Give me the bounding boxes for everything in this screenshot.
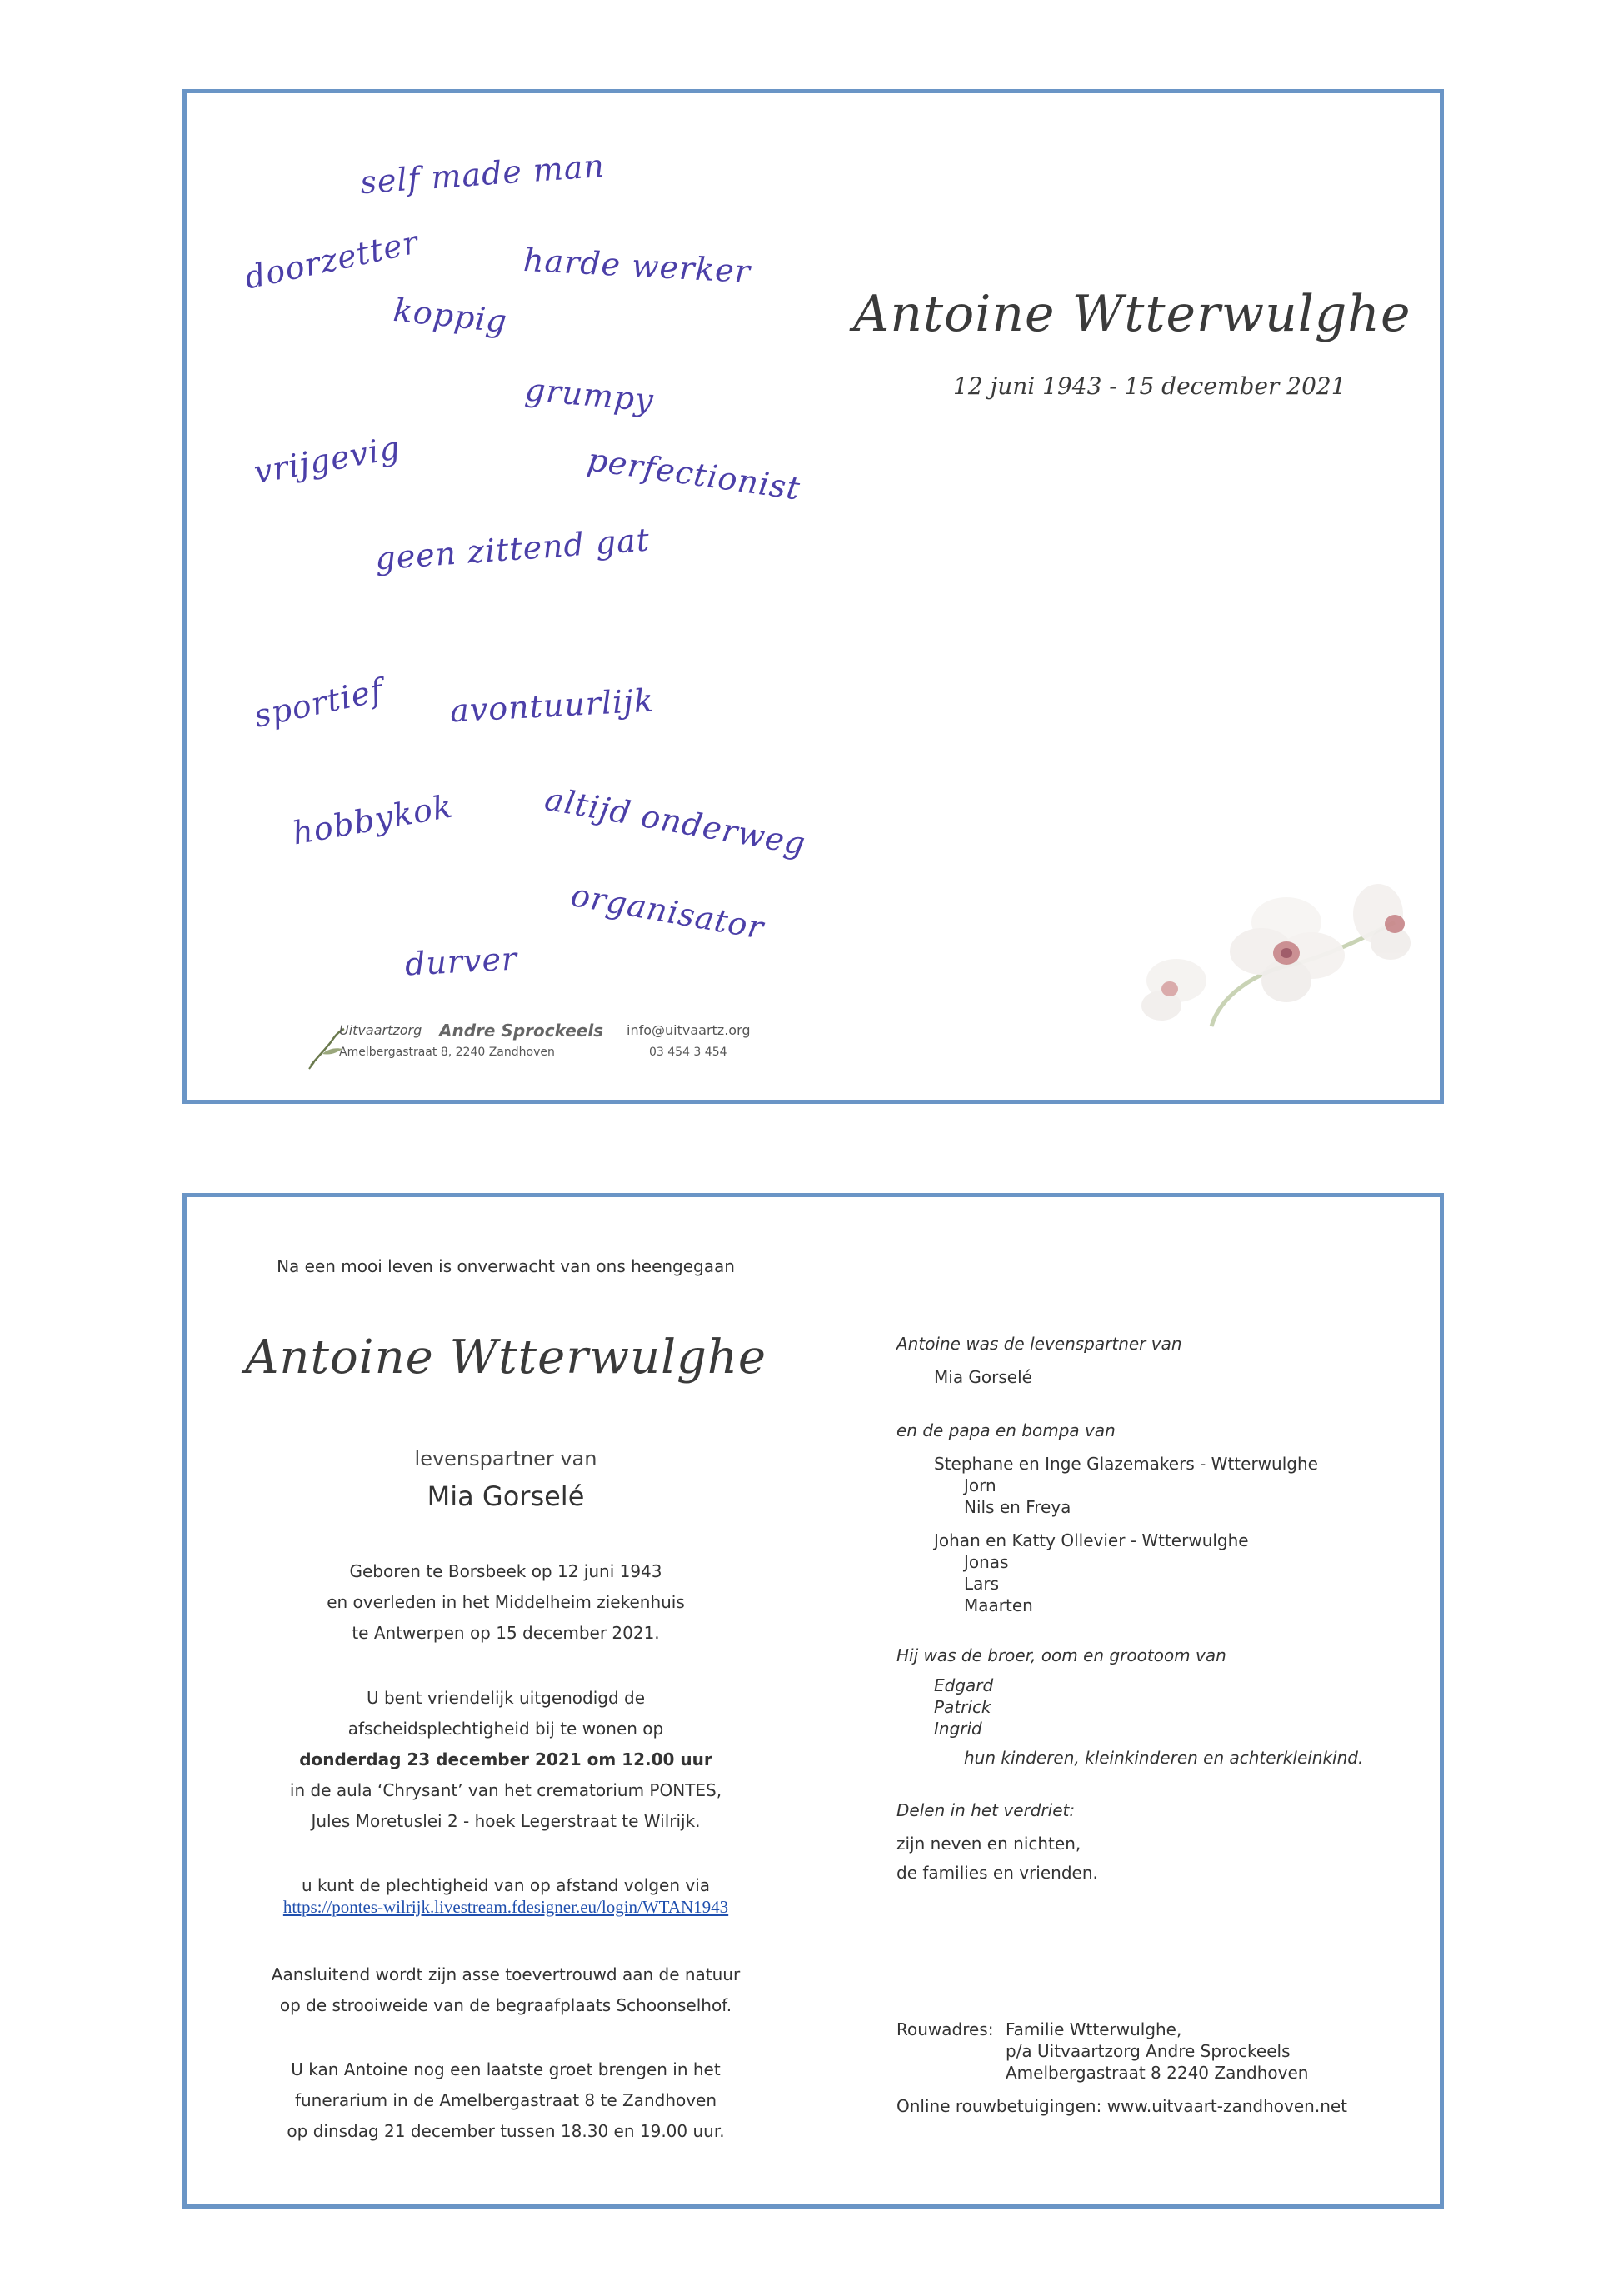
handwriting-word: perfectionist	[585, 441, 803, 507]
handwriting-word: organisator	[567, 876, 767, 946]
address-line: p/a Uitvaartzorg Andre Sprockeels	[1006, 2041, 1291, 2061]
papa-heading: en de papa en bompa van	[896, 1420, 1116, 1440]
handwriting-word: avontuurlijk	[449, 681, 655, 730]
ashes-line: Aansluitend wordt zijn asse toevertrouwd aan de natuur	[271, 1964, 741, 1984]
partner-label: levenspartner van	[414, 1447, 597, 1470]
deceased-name: Antoine Wtterwulghe	[853, 285, 1411, 343]
invite-line: U bent vriendelijk uitgenodigd de	[366, 1688, 646, 1708]
family-name: Johan en Katty Ollevier - Wtterwulghe	[934, 1530, 1249, 1550]
funeral-home-brand: Uitvaartzorg	[339, 1022, 422, 1038]
sibling-name: Edgard	[934, 1675, 994, 1695]
funeral-home-phone: 03 454 3 454	[649, 1046, 727, 1059]
deceased-name: Antoine Wtterwulghe	[244, 1330, 767, 1385]
front-card	[182, 89, 1444, 1104]
sibling-heading: Hij was de broer, oom en grootoom van	[896, 1645, 1226, 1665]
sibling-tail: hun kinderen, kleinkinderen en achterkleinkind.	[964, 1748, 1364, 1768]
handwriting-word: harde werker	[522, 241, 752, 291]
birth-line: Geboren te Borsbeek op 12 juni 1943	[349, 1561, 662, 1581]
livestream-link[interactable]: https://pontes-wilrijk.livestream.fdesigner.eu/login/WTAN1943	[282, 1897, 729, 1917]
invite-line: in de aula ‘Chrysant’ van het crematorium PONTES,	[289, 1780, 722, 1800]
funeral-home-name: Andre Sprockeels	[439, 1021, 604, 1041]
handwriting-word: grumpy	[523, 371, 656, 419]
orchid-illustration	[1136, 872, 1420, 1031]
birth-line: en overleden in het Middelheim ziekenhuis	[327, 1592, 685, 1612]
partner-heading: Antoine was de levenspartner van	[896, 1334, 1182, 1354]
sibling-name: Patrick	[934, 1697, 991, 1717]
stream-text: u kunt de plechtigheid van op afstand volgen via	[301, 1875, 711, 1895]
visit-line: op dinsdag 21 december tussen 18.30 en 19.00 uur.	[287, 2121, 725, 2141]
partner-name-right: Mia Gorselé	[934, 1367, 1032, 1387]
online-condolences: Online rouwbetuigingen: www.uitvaart-zandhoven.net	[896, 2096, 1348, 2116]
visit-line: U kan Antoine nog een laatste groet brengen in het	[291, 2059, 721, 2079]
handwriting-word: vrijgevig	[251, 428, 403, 492]
share-heading: Delen in het verdriet:	[896, 1800, 1076, 1820]
handwriting-word: doorzetter	[241, 223, 422, 297]
handwriting-word: hobbykok	[289, 787, 456, 852]
address-line: Amelbergastraat 8 2240 Zandhoven	[1006, 2063, 1309, 2083]
grandchild-name: Jorn	[964, 1475, 996, 1495]
handwriting-word: altijd onderweg	[542, 780, 809, 863]
inside-card	[182, 1193, 1444, 2209]
grandchild-name: Jonas	[964, 1552, 1009, 1572]
ceremony-date: donderdag 23 december 2021 om 12.00 uur	[299, 1749, 712, 1769]
life-dates: 12 juni 1943 - 15 december 2021	[953, 372, 1346, 400]
funeral-home-address: Amelbergastraat 8, 2240 Zandhoven	[339, 1046, 555, 1059]
handwriting-word: self made man	[358, 147, 607, 202]
handwriting-word: durver	[403, 940, 519, 983]
share-line: zijn neven en nichten,	[896, 1834, 1081, 1854]
ashes-line: op de strooiweide van de begraafplaats Schoonselhof.	[279, 1995, 732, 2015]
handwriting-word: geen zittend gat	[373, 521, 652, 577]
family-name: Stephane en Inge Glazemakers - Wtterwulghe	[934, 1454, 1318, 1474]
birth-line: te Antwerpen op 15 december 2021.	[352, 1623, 660, 1643]
visit-line: funerarium in de Amelbergastraat 8 te Zandhoven	[294, 2090, 717, 2110]
address-label: Rouwadres:	[896, 2019, 994, 2039]
handwriting-word: koppig	[392, 291, 509, 341]
funeral-home-logo	[306, 1021, 751, 1079]
funeral-home-email: info@uitvaartz.org	[627, 1022, 751, 1038]
invite-line: Jules Moretuslei 2 - hoek Legerstraat te Wilrijk.	[311, 1811, 701, 1831]
share-line: de families en vrienden.	[896, 1863, 1098, 1883]
grandchild-name: Lars	[964, 1574, 1000, 1594]
partner-name: Mia Gorselé	[427, 1480, 585, 1512]
intro-text: Na een mooi leven is onverwacht van ons heengegaan	[277, 1256, 735, 1276]
sibling-name: Ingrid	[934, 1719, 982, 1739]
address-line: Familie Wtterwulghe,	[1006, 2019, 1182, 2039]
invite-line: afscheidsplechtigheid bij te wonen op	[347, 1719, 664, 1739]
handwriting-word: sportief	[251, 671, 387, 735]
grandchild-name: Maarten	[964, 1595, 1033, 1615]
grandchild-name: Nils en Freya	[964, 1497, 1071, 1517]
